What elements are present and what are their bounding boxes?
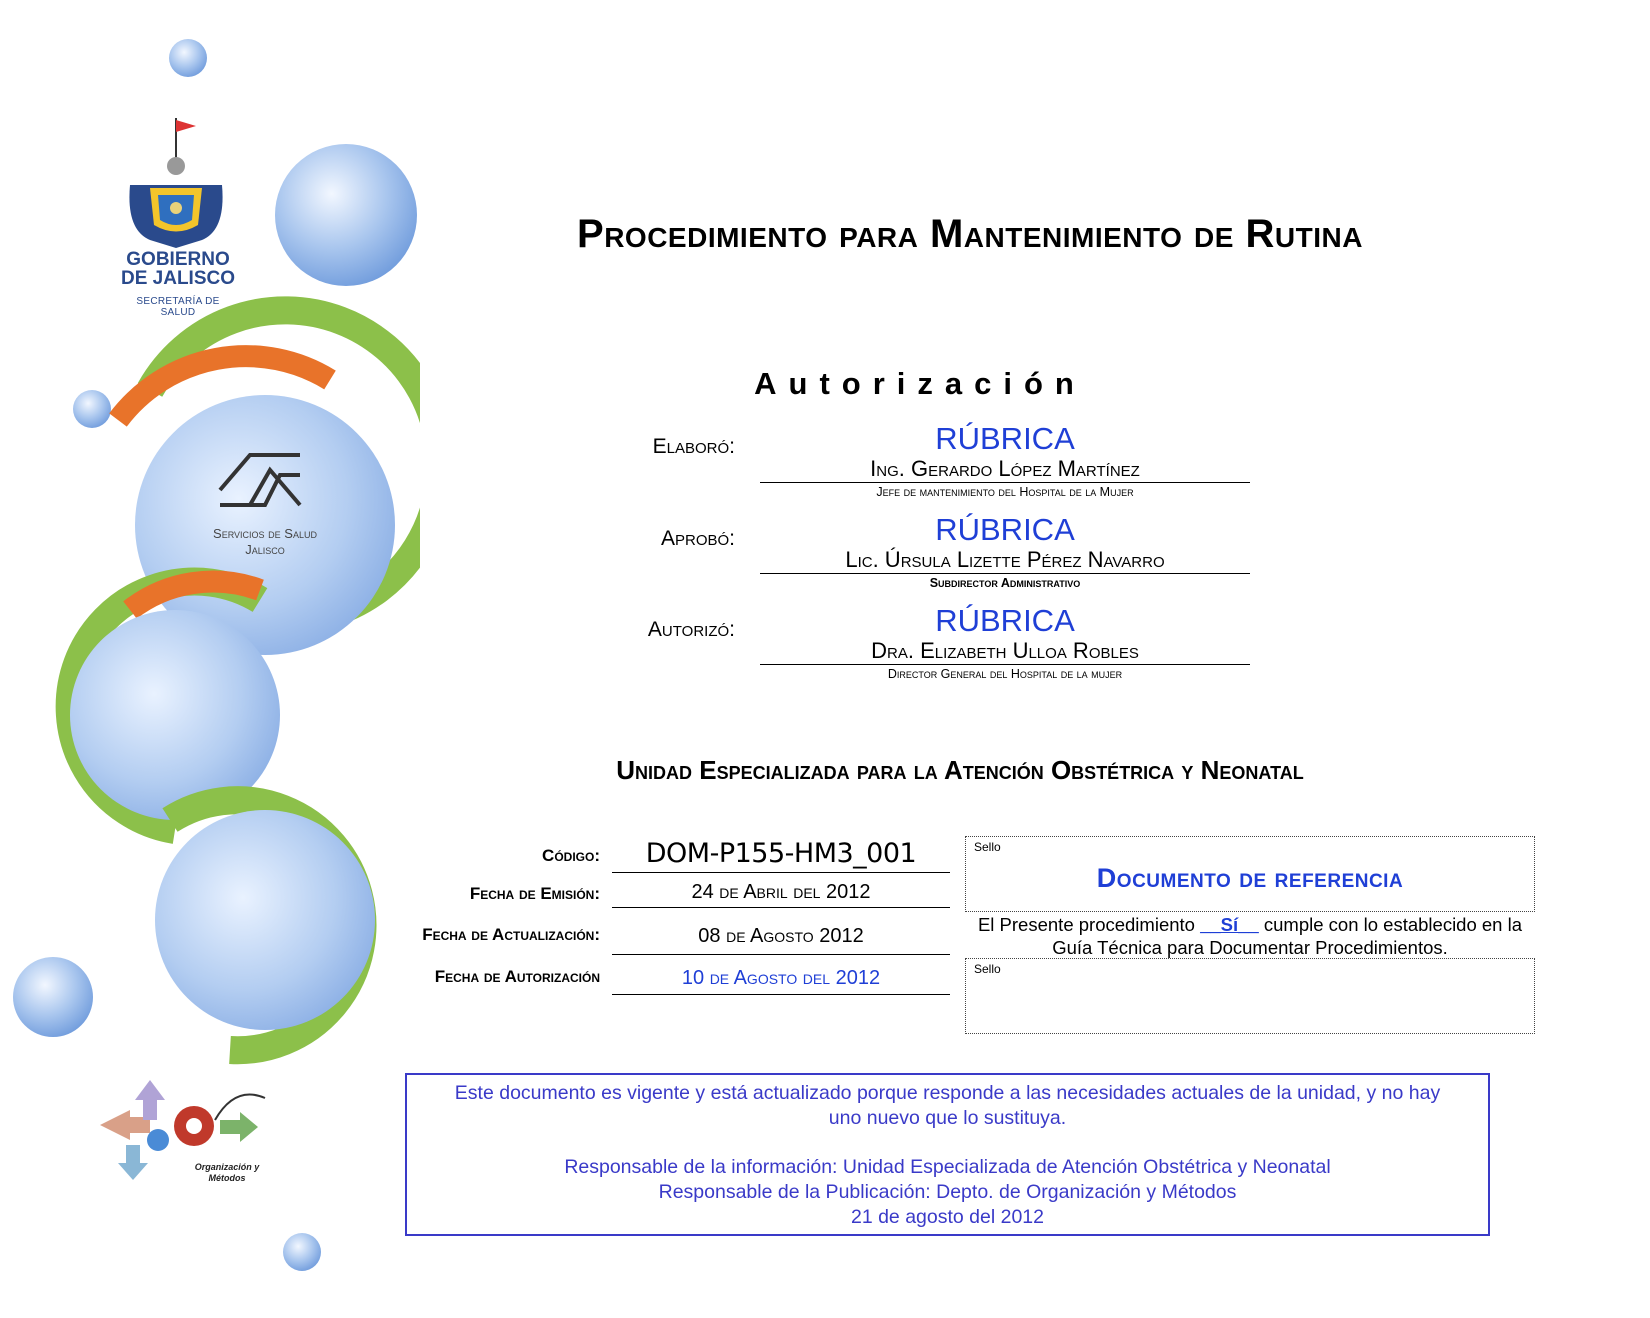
- sello-box-top: [965, 836, 1535, 912]
- compliance-si: __Sí__: [1200, 914, 1259, 935]
- authorization-heading: Autorización: [754, 366, 1086, 401]
- vigencia-box: [405, 1073, 1490, 1236]
- codigo-label: Código:: [542, 846, 600, 865]
- signature-block-autorizo: [760, 604, 1250, 683]
- sello-label-bottom: Sello: [974, 962, 1001, 976]
- signature-rubrica: RÚBRICA: [935, 512, 1075, 547]
- compliance-pre: El Presente procedimiento: [977, 914, 1201, 935]
- signature-block-aprobo: [760, 513, 1250, 592]
- signature-name: Ing. Gerardo López Martínez: [760, 456, 1250, 483]
- bubble-icon: [73, 390, 111, 428]
- signature-name: Lic. Úrsula Lizette Pérez Navarro: [760, 547, 1250, 574]
- fecha-emision-value: 24 de Abril del 2012: [612, 877, 950, 908]
- fecha-actualizacion-value: 08 de Agosto 2012: [612, 918, 950, 955]
- signature-label-elaboro: Elaboró:: [652, 435, 735, 458]
- codigo-value: DOM-P155-HM3_001: [612, 836, 950, 873]
- compliance-post: cumple con lo establecido en la Guía Técnica para Documentar Procedimientos.: [1052, 914, 1523, 958]
- signature-name: Dra. Elizabeth Ulloa Robles: [760, 638, 1250, 665]
- logo-secretaria: SECRETARÍA DE SALUD: [136, 296, 220, 318]
- fecha-autorizacion-value: 10 de Agosto del 2012: [612, 962, 950, 995]
- decorative-circles: [0, 0, 420, 1318]
- fecha-autorizacion-label: Fecha de Autorización: [434, 967, 600, 986]
- sello-box-bottom: [965, 958, 1535, 1034]
- responsable-informacion: Responsable de la información: Unidad Especializada de Atención Obstétrica y Neonatal: [564, 1156, 1331, 1178]
- gobierno-jalisco-logo: [118, 250, 238, 318]
- bubble-icon: [13, 957, 93, 1037]
- publication-date: 21 de agosto del 2012: [850, 1206, 1044, 1228]
- signature-rubrica: RÚBRICA: [935, 421, 1075, 456]
- logo-gobierno-line2: DE JALISCO: [120, 268, 236, 289]
- ssj-line2: Jalisco: [245, 542, 285, 557]
- om-line2: Métodos: [208, 1173, 246, 1183]
- ssj-line1: Servicios de Salud: [213, 526, 317, 541]
- signature-label-aprobo: Aprobó:: [660, 527, 735, 550]
- responsable-publicacion: Responsable de la Publicación: Depto. de Organización y Métodos: [658, 1181, 1237, 1203]
- documento-referencia: Documento de referencia: [1096, 863, 1404, 893]
- signature-role: Jefe de mantenimiento del Hospital de la Mujer: [876, 485, 1134, 499]
- fecha-emision-label: Fecha de Emisión:: [469, 884, 600, 903]
- document-title: Procedimiento para Mantenimiento de Rutina: [577, 212, 1363, 256]
- signature-block-elaboro: [760, 422, 1250, 501]
- compliance-text: [965, 913, 1535, 959]
- fecha-actualizacion-label: Fecha de Actualización:: [422, 925, 600, 944]
- om-logo-text: [172, 1162, 282, 1184]
- ssj-logo-text: [190, 526, 340, 558]
- unit-heading: Unidad Especializada para la Atención Obstétrica y Neonatal: [616, 755, 1304, 785]
- bubble-icon: [283, 1233, 321, 1271]
- coat-of-arms-icon: [129, 118, 222, 248]
- signature-role: Director General del Hospital de la mujer: [887, 667, 1123, 681]
- om-line1: Organización y: [194, 1162, 260, 1172]
- signature-role: Subdirector Administrativo: [929, 576, 1081, 590]
- vigencia-text: Este documento es vigente y está actualizado porque responde a las necesidades actuales de la unidad, y no hay uno nuevo que lo sustituya.: [454, 1082, 1441, 1129]
- sello-label-top: Sello: [974, 840, 1001, 854]
- signature-rubrica: RÚBRICA: [935, 603, 1075, 638]
- signature-label-autorizo: Autorizó:: [647, 618, 735, 641]
- logo-gobierno-line1: GOBIERNO: [126, 249, 230, 270]
- bubble-icon: [169, 39, 207, 77]
- bubble-icon: [275, 144, 417, 286]
